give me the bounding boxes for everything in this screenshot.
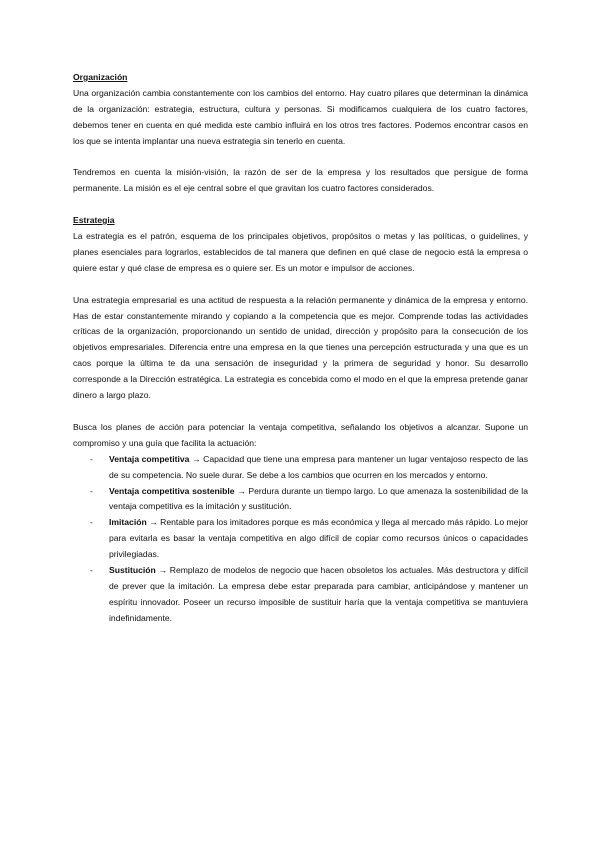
bullet-marker: - xyxy=(90,485,93,496)
bullet-marker: - xyxy=(90,565,93,576)
bullet-item-ventaja-sostenible xyxy=(73,484,528,516)
paragraph-gap xyxy=(73,404,528,420)
paragraph-estrategia-3: Busca los planes de acción para potenciar la ventaja competitiva, señalando los objetivos a alcanzar. Supone un compromiso y una guía que facilita la actuación: xyxy=(73,421,528,448)
bullet-arrow: → xyxy=(146,517,161,528)
paragraph-organizacion-1: Una organización cambia constantemente con los cambios del entorno. Hay cuatro pilares que determinan la dinámica de la organización: estrategia, estructura, cultura y personas. Si modificamos cualquiera de los cuatro factores, debemos tener en cuenta en qué medida este cambio influirá en los otros tres factores. Podemos encontrar casos en los que se intenta implantar una nueva estrategia sin tenerlo en cuenta. xyxy=(73,87,528,146)
bullet-text: Perdura durante un tiempo largo. Lo que amenaza la sostenibilidad de la ventaja competitiva es la imitación y sustitución. xyxy=(109,485,528,512)
paragraph-organizacion-2: Tendremos en cuenta la misión-visión, la razón de ser de la empresa y los resultados que persigue de forma permanente. La misión es el eje central sobre el que gravitan los cuatro factores considerados. xyxy=(73,167,528,194)
bullet-marker: - xyxy=(90,517,93,528)
bullet-text: Rentable para los imitadores porque es más económica y llega al mercado más rápido. Lo mejor para evitarla es basar la ventaja competitiva en algo difícil de copiar como recursos únicos o capacidades privilegiadas. xyxy=(109,517,529,560)
bullet-text: Capacidad que tiene una empresa para mantener un lugar ventajoso respecto de las de su competencia. No suele durar. Se debe a los cambios que ocurren en los mercados y entorno. xyxy=(109,453,528,480)
bullet-item-imitacion xyxy=(73,515,528,563)
paragraph-gap xyxy=(73,197,528,213)
bullet-arrow: → xyxy=(189,453,204,464)
paragraph-estrategia-1: La estrategia es el patrón, esquema de los principales objetivos, propósitos o metas y las políticas, o guidelines, y planes esenciales para lograrlos, establecidos de tal manera que definen en qué clase de negocio está la empresa o quiere estar y qué clase de empresa es o quiere ser. Es un motor e impulsor de acciones. xyxy=(73,231,528,273)
paragraph-gap xyxy=(73,277,528,293)
bullet-arrow: → xyxy=(155,565,170,576)
bullet-list xyxy=(73,452,528,627)
bullet-arrow: → xyxy=(234,485,249,496)
bullet-item-ventaja-competitiva xyxy=(73,452,528,484)
bullet-item-sustitucion xyxy=(73,563,528,627)
bullet-term: Imitación xyxy=(109,517,147,528)
heading-estrategia: Estrategia xyxy=(73,215,115,226)
bullet-term: Ventaja competitiva xyxy=(109,453,190,464)
heading-organizacion: Organización xyxy=(73,72,128,82)
document-page xyxy=(73,70,528,627)
paragraph-estrategia-2: Una estrategia empresarial es una actitud de respuesta a la relación permanente y dinámica de la empresa y entorno. Has de estar constantemente mirando y copiando a la competencia que es mejor. Comprende todas las actividades críticas de la organización, proporcionando un sentido de unidad, dirección y propósito para la consecución de los objetivos empresariales. Diferencia entre una empresa en la que tienes una percepción estructurada y una que es un caos porque la última te da una sensación de inseguridad y la primera de seguridad y honor. Su desarrollo corresponde a la Dirección estratégica. La estrategia es concebida como el modo en el que la empresa pretende ganar dinero a largo plazo. xyxy=(73,294,528,401)
bullet-term: Sustitución xyxy=(109,565,156,576)
bullet-text: Remplazo de modelos de negocio que hacen obsoletos los actuales. Más destructora y difícil de prever que la imitación. La empresa debe estar preparada para cambiar, anticipándose y mantener un espíritu innovador. Poseer un recurso imposible de sustituir haría que la ventaja competitiva se mantuviera indefinidamente. xyxy=(109,565,528,623)
bullet-marker: - xyxy=(90,453,93,464)
paragraph-gap xyxy=(73,150,528,166)
bullet-term: Ventaja competitiva sostenible xyxy=(109,485,235,496)
